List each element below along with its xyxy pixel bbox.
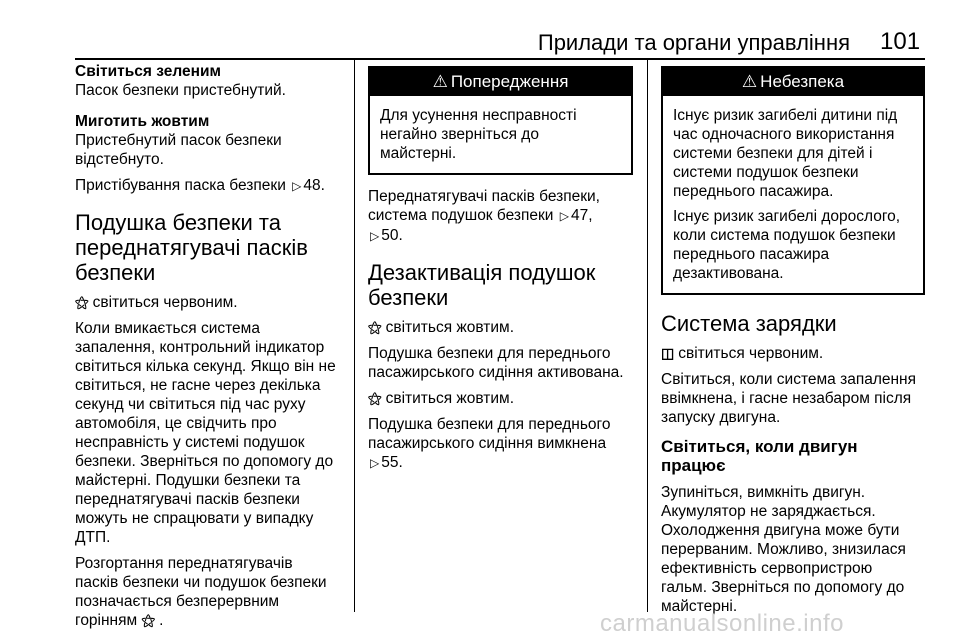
warning-box	[368, 66, 633, 175]
column-1	[75, 62, 347, 637]
section-heading-charging: Система зарядки	[661, 311, 837, 336]
column-divider-1	[354, 60, 355, 612]
danger-title: Небезпека	[760, 72, 845, 91]
icon-line-text: світиться жовтим.	[385, 390, 515, 407]
reference-page: 48.	[303, 177, 325, 194]
subheading-green: Світиться зеленим	[75, 63, 221, 80]
airbag-warning-icon: ⚝	[75, 294, 89, 310]
section-heading-airbag: Подушка безпеки та переднатягувачі пасків безпеки	[75, 210, 308, 285]
danger-box-body	[663, 96, 923, 293]
airbag-warning-icon: ⚝	[141, 612, 156, 628]
paragraph-airbag-off	[368, 415, 633, 473]
icon-line-airbag-on	[368, 318, 633, 337]
warning-title: Попередження	[450, 72, 569, 91]
danger-box	[661, 66, 925, 295]
paragraph-end: .	[159, 612, 164, 629]
icon-line-text: світиться червоним.	[678, 345, 824, 362]
paragraph-airbag-on: Подушка безпеки для переднього пасажирського сидіння активована.	[368, 345, 624, 381]
paragraph-yellow-blink: Пристебнутий пасок безпеки відстебнуто.	[75, 132, 282, 168]
paragraph-engine-running: Зупиніться, вимкніть двигун. Акумулятор не заряджається. Охолодження двигуна може бути перерваним. Можливо, знизилася ефективність сервопристрою гальм. Зверніться по допомогу до майстерні.	[661, 484, 906, 615]
paragraph-airbag-2-wrap	[75, 554, 347, 630]
paragraph-pretensioners-text: Переднатягувачі пасків безпеки, система подушок безпеки	[368, 188, 600, 224]
reference-page: 55.	[381, 454, 403, 471]
paragraph-pretensioners	[368, 187, 633, 246]
page-ref-arrow-icon: ▷	[292, 179, 302, 193]
paragraph-airbag-off-text: Подушка безпеки для переднього пасажирського сидіння вимкнена	[368, 416, 611, 452]
warning-triangle-icon: ⚠	[741, 72, 758, 91]
icon-line-airbag-off	[368, 389, 633, 408]
page-header-title: Прилади та органи управління	[537, 30, 850, 55]
page-ref-arrow-icon: ▷	[559, 209, 569, 223]
paragraph-airbag-2: Розгортання переднатягувачів пасків безпеки чи подушок безпеки позначається безперервним горінням	[75, 555, 327, 629]
reference-page: 50.	[381, 227, 403, 244]
warning-triangle-icon: ⚠	[432, 72, 448, 91]
icon-line-airbag	[75, 293, 347, 312]
passenger-airbag-off-icon: ⚝	[368, 390, 382, 406]
paragraph-charging: Світиться, коли система запалення ввімкнена, і гасне незабаром після запуску двигуна.	[661, 371, 917, 426]
paragraph-green: Пасок безпеки пристебнутий.	[75, 82, 286, 99]
watermark: carmanualsonline.info	[600, 610, 844, 637]
icon-line-text: світиться червоним.	[92, 294, 238, 311]
column-2	[368, 62, 633, 480]
warning-box-header	[370, 68, 631, 96]
passenger-airbag-on-icon: ⚝	[368, 319, 382, 335]
page-ref-arrow-icon: ▷	[370, 229, 380, 243]
reference-page: 47,	[571, 207, 593, 224]
page-ref-arrow-icon: ▷	[370, 456, 380, 470]
reference-text: Пристібування паска безпеки	[75, 177, 286, 194]
battery-icon: ◫	[661, 345, 675, 361]
column-3	[661, 62, 925, 623]
danger-box-header	[663, 68, 923, 96]
subheading-engine-running: Світиться, коли двигун працює	[661, 437, 858, 475]
section-heading-airbag-deactivation: Дезактивація подушок безпеки	[368, 260, 596, 310]
subheading-yellow-blink: Миготить жовтим	[75, 113, 210, 130]
danger-text-2: Існує ризик загибелі дорослого, коли система подушок безпеки переднього пасажира дезактивована.	[673, 208, 901, 282]
warning-box-body	[370, 96, 631, 173]
warning-text: Для усунення несправності негайно зверніться до майстерні.	[380, 107, 577, 162]
danger-text-1: Існує ризик загибелі дитини під час одночасного використання системи безпеки для дітей і системи подушок безпеки переднього пасажира.	[673, 107, 898, 200]
reference-paragraph	[75, 176, 347, 196]
icon-line-text: світиться жовтим.	[385, 319, 515, 336]
header-rule	[75, 58, 925, 60]
paragraph-airbag-1: Коли вмикається система запалення, контрольний індикатор світиться кілька секунд. Якщо він не світиться, не гасне через декілька секунд чи світиться під час руху автомобіля, це свідчить про несправність у системі подушок безпеки. Зверніться по допомогу до майстерні. Подушки безпеки та переднатягувачі пасків безпеки можуть не спрацювати у випадку ДТП.	[75, 320, 336, 546]
column-divider-2	[647, 60, 648, 612]
icon-line-battery	[661, 344, 925, 363]
page-number: 101	[880, 28, 921, 55]
